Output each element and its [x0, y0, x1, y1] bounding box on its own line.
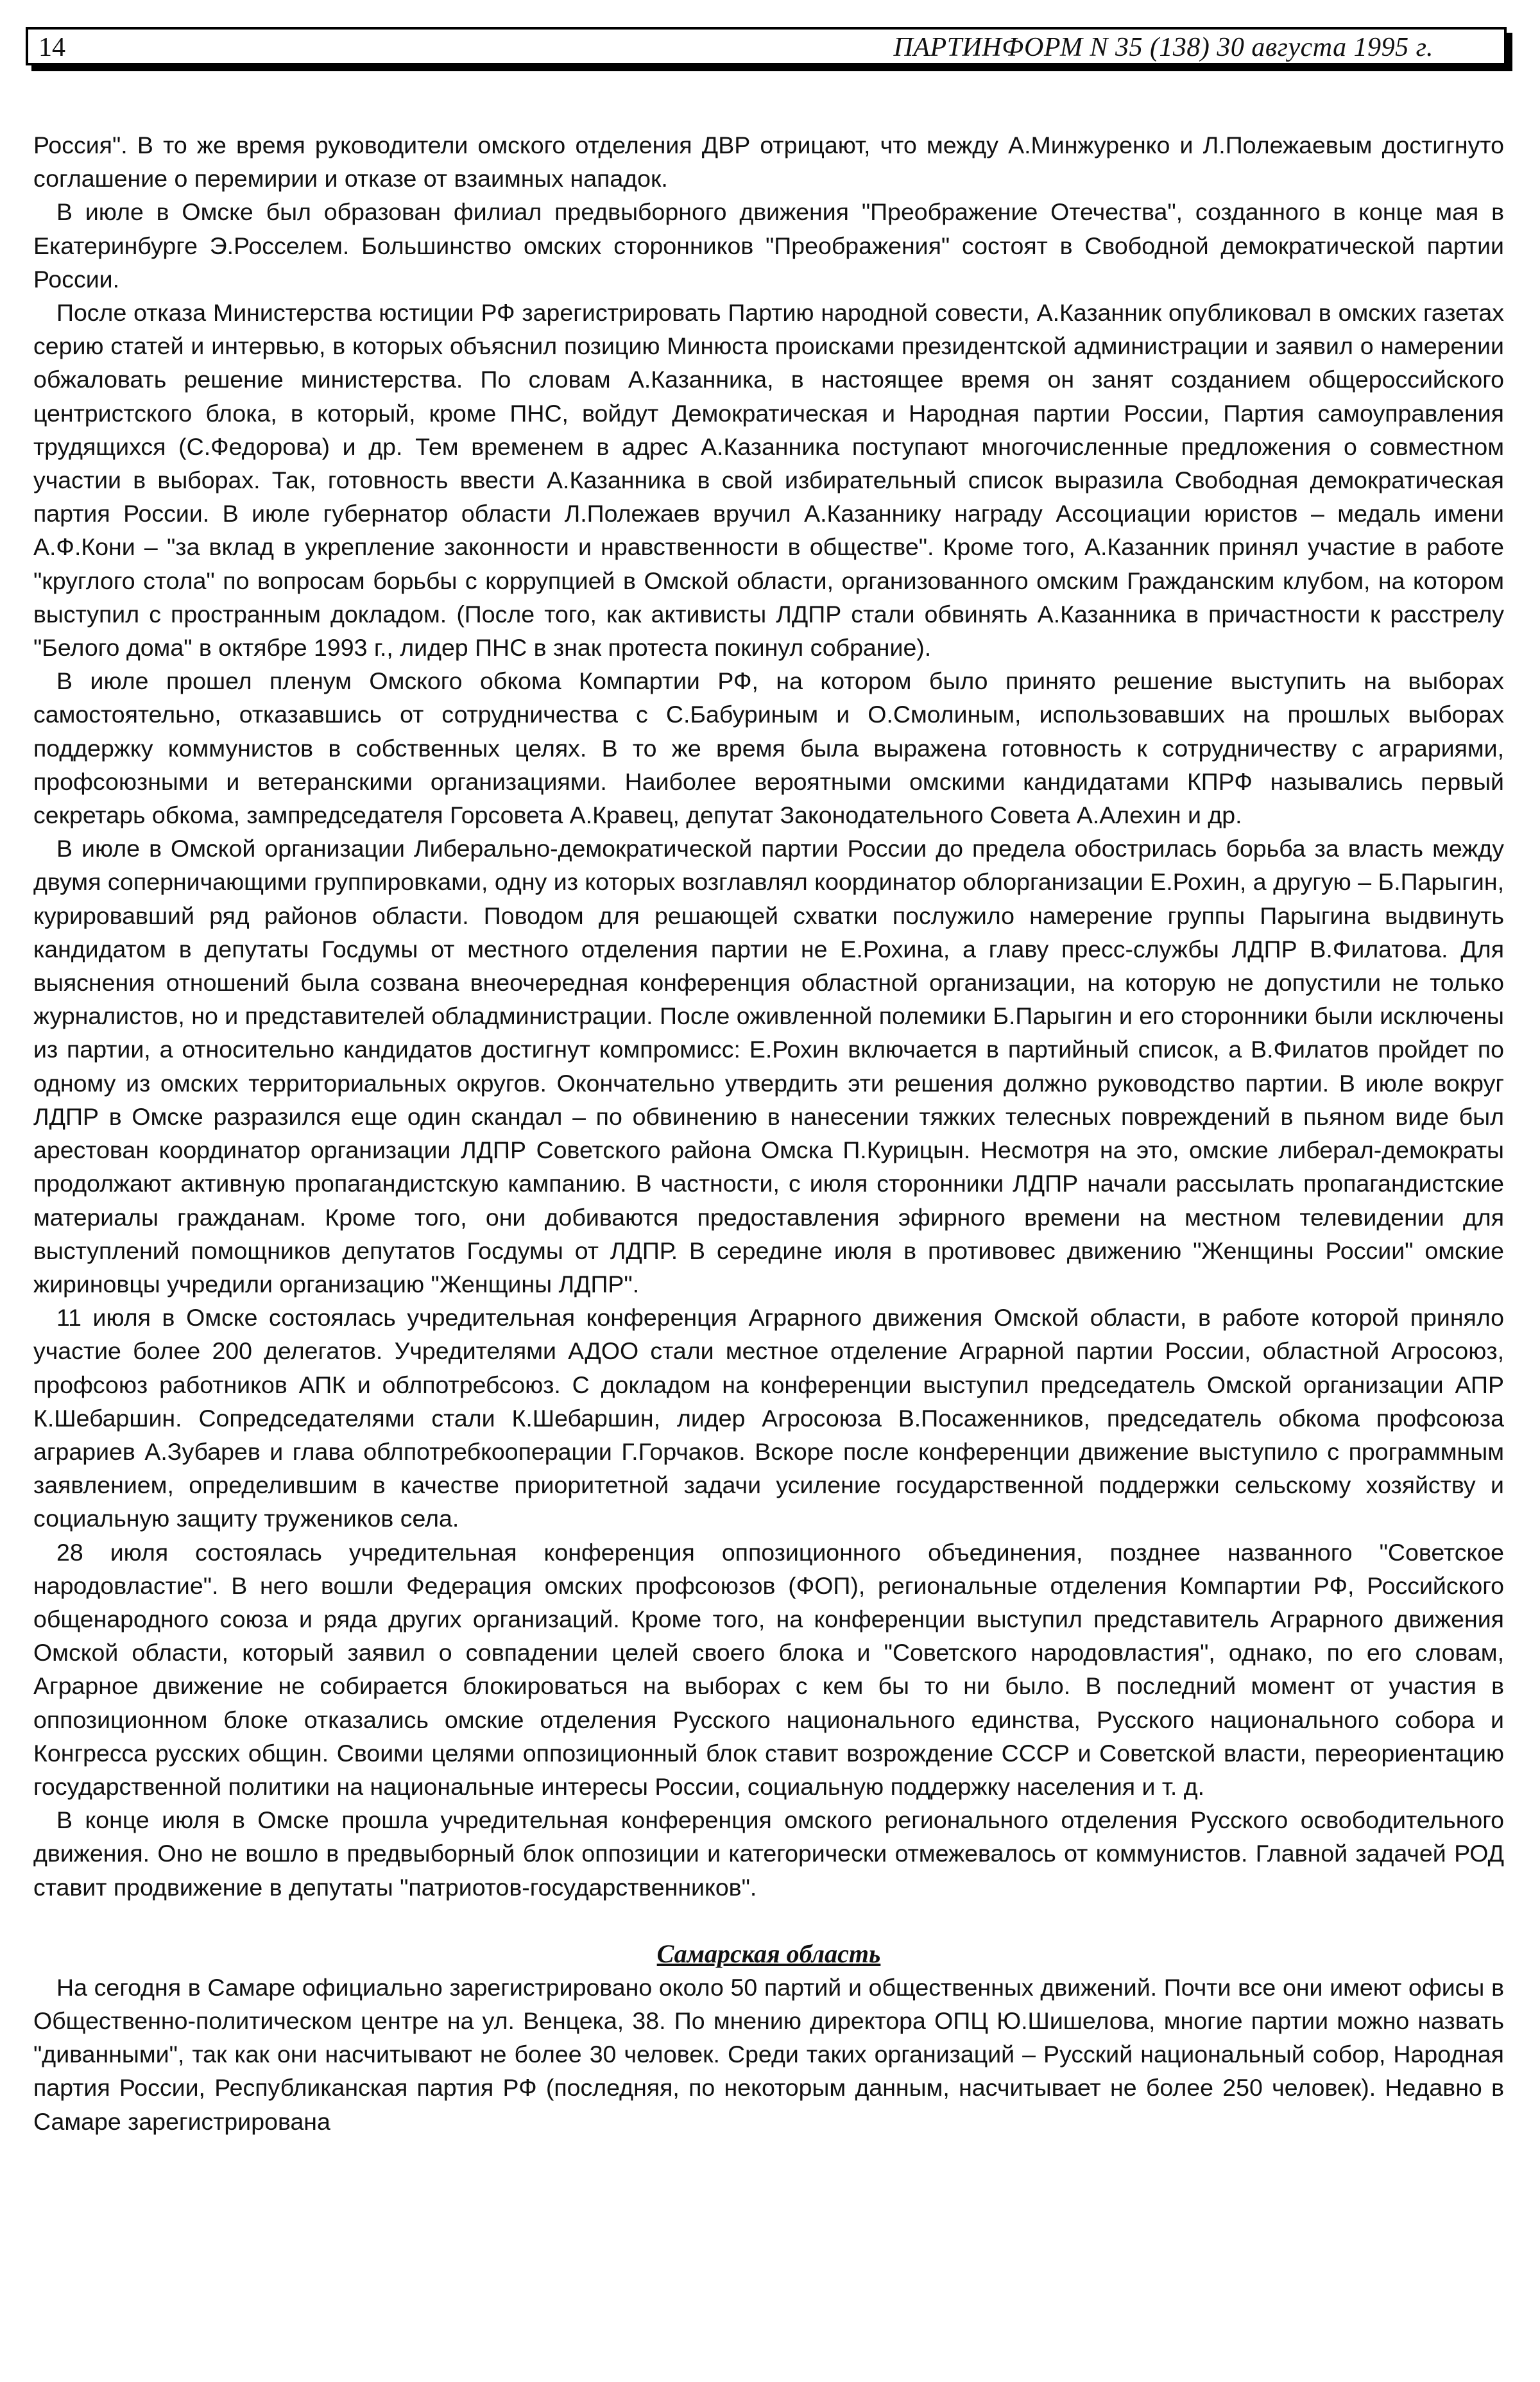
page-header	[26, 27, 1507, 65]
page-number: 14	[38, 33, 65, 62]
section-heading: Самарская область	[656, 1939, 881, 1968]
section-paragraph-1: На сегодня в Самаре официально зарегистрировано около 50 партий и общественных движений. Почти все они имеют офисы в Общественно-политическом центре на ул. Венцека, 38. По мнению директора ОПЦ Ю.Шишелова, многие партии можно назвать "диванными", так как они насчитывают не более 30 человек. Среди таких организаций – Русский национальный собор, Народная партия России, Республиканская партия РФ (последняя, по некоторым данным, насчитывает не более 250 человек). Недавно в Самаре зарегистрирована	[33, 1973, 1504, 2135]
paragraph-3: После отказа Министерства юстиции РФ зарегистрировать Партию народной совести, А.Казанник опубликовал в омских газетах серию статей и интервью, в которых объяснил позицию Минюста происками президентской администрации и заявил о намерении обжаловать решение министерства. По словам А.Казанника, в настоящее время он занят созданием общероссийского центристского блока, в который, кроме ПНС, войдут Демократическая и Народная партии России, Партия самоуправления трудящихся (С.Федорова) и др. Тем временем в адрес А.Казанника поступают многочисленные предложения о совместном участии в выборах. Так, готовность ввести А.Казанника в свой избирательный список выразила Свободная демократическая партия России. В июле губернатор области Л.Полежаев вручил А.Казаннику награду Ассоциации юристов – медаль имени А.Ф.Кони – "за вклад в укрепление законности и нравственности в обществе". Кроме того, А.Казанник принял участие в работе "круглого стола" по вопросам борьбы с коррупцией в Омской области, организованного омским Гражданским клубом, на котором выступил с пространным докладом. (После того, как активисты ЛДПР стали обвинять А.Казанника в причастности к расстрелу "Белого дома" в октябре 1993 г., лидер ПНС в знак протеста покинул собрание).	[33, 299, 1504, 662]
paragraph-7: 28 июля состоялась учредительная конференция оппозиционного объединения, позднее названного "Советское народовластие". В него вошли Федерация омских профсоюзов (ФОП), региональные отделения Компартии РФ, Российского общенародного союза и ряда других организаций. Кроме того, на конференции выступил представитель Аграрного движения Омской области, который заявил о совпадении целей своего блока и "Советского народовластия", однако, по его словам, Аграрное движение не собирается блокироваться на выборах с кем бы то ни было. В последний момент от участия в оппозиционном блоке отказались омские отделения Русского национального единства, Русского национального собора и Конгресса русских общин. Своими целями оппозиционный блок ставит возрождение СССР и Советской власти, переориентацию государственной политики на национальные интересы России, социальную поддержку населения и т. д.	[33, 1538, 1504, 1800]
paragraph-5: В июле в Омской организации Либерально-демократической партии России до предела обострилась борьба за власть между двумя соперничающими группировками, одну из которых возглавлял координатор облорганизации Е.Рохин, а другую – Б.Парыгин, курировавший ряд районов области. Поводом для решающей схватки послужило намерение группы Парыгина выдвинуть кандидатом в депутаты Госдумы от местного отделения партии не Е.Рохина, а главу пресс-службы ЛДПР В.Филатова. Для выяснения отношений была созвана внеочередная конференция областной организации, на которую не допустили не только журналистов, но и представителей обладминистрации. После оживленной полемики Б.Парыгин и его сторонники были исключены из партии, а относительно кандидатов достигнут компромисс: Е.Рохин включается в партийный список, а В.Филатов пройдет по одному из омских территориальных округов. Окончательно утвердить эти решения должно руководство партии. В июле вокруг ЛДПР в Омске разразился еще один скандал – по обвинению в нанесении тяжких телесных повреждений в пьяном виде был арестован координатор организации ЛДПР Советского района Омска П.Курицын. Несмотря на это, омские либерал-демократы продолжают активную пропагандистскую кампанию. В частности, с июля сторонники ЛДПР начали рассылать пропагандистские материалы гражданам. Кроме того, они добиваются предоставления эфирного времени на местном телевидении для выступлений помощников депутатов Госдумы от ЛДПР. В середине июля в противовес движению "Женщины России" омские жириновцы учредили организацию "Женщины ЛДПР".	[33, 835, 1504, 1298]
paragraph-6: 11 июля в Омске состоялась учредительная конференция Аграрного движения Омской области, в работе которой приняло участие более 200 делегатов. Учредителями АДОО стали местное отделение Аграрной партии России, областной Агросоюз, профсоюз работников АПК и облпотребсоюз. С докладом на конференции выступил председатель Омской организации АПР К.Шебаршин. Сопредседателями стали К.Шебаршин, лидер Агросоюза В.Посаженников, председатель обкома профсоюза аграриев А.Зубарев и глава облпотребкооперации Г.Горчаков. Вскоре после конференции движение выступило с программным заявлением, определившим в качестве приоритетной задачи усиление государственной поддержки сельскому хозяйству и социальную защиту тружеников села.	[33, 1304, 1504, 1532]
paragraph-1: Россия". В то же время руководители омского отделения ДВР отрицают, что между А.Минжуренко и Л.Полежаевым достигнуто соглашение о перемирии и отказе от взаимных нападок.	[33, 132, 1504, 193]
paragraph-2: В июле в Омске был образован филиал предвыборного движения "Преображение Отечества", созданного в конце мая в Екатеринбурге Э.Росселем. Большинство омских сторонников "Преображения" состоят в Свободной демократической партии России.	[33, 198, 1504, 293]
paragraph-8: В конце июля в Омске прошла учредительная конференция омского регионального отделения Русского освободительного движения. Оно не вошло в предвыборный блок оппозиции и категорически отмежевалось от коммунистов. Главной задачей РОД ставит продвижение в депутаты "патриотов-государственников".	[33, 1806, 1504, 1901]
issue-title: ПАРТИНФОРМ N 35 (138) 30 августа 1995 г.	[893, 33, 1433, 62]
article-body	[33, 128, 1504, 2138]
paragraph-4: В июле прошел пленум Омского обкома Компартии РФ, на котором было принято решение выступить на выборах самостоятельно, отказавшись от сотрудничества с С.Бабуриным и О.Смолиным, использовавших на прошлых выборах поддержку коммунистов в собственных целях. В то же время была выражена готовность к сотрудничеству с аграриями, профсоюзными и ветеранскими организациями. Наиболее вероятными омскими кандидатами КПРФ назывались первый секретарь обкома, зампредседателя Горсовета А.Кравец, депутат Законодательного Совета А.Алехин и др.	[33, 667, 1504, 829]
